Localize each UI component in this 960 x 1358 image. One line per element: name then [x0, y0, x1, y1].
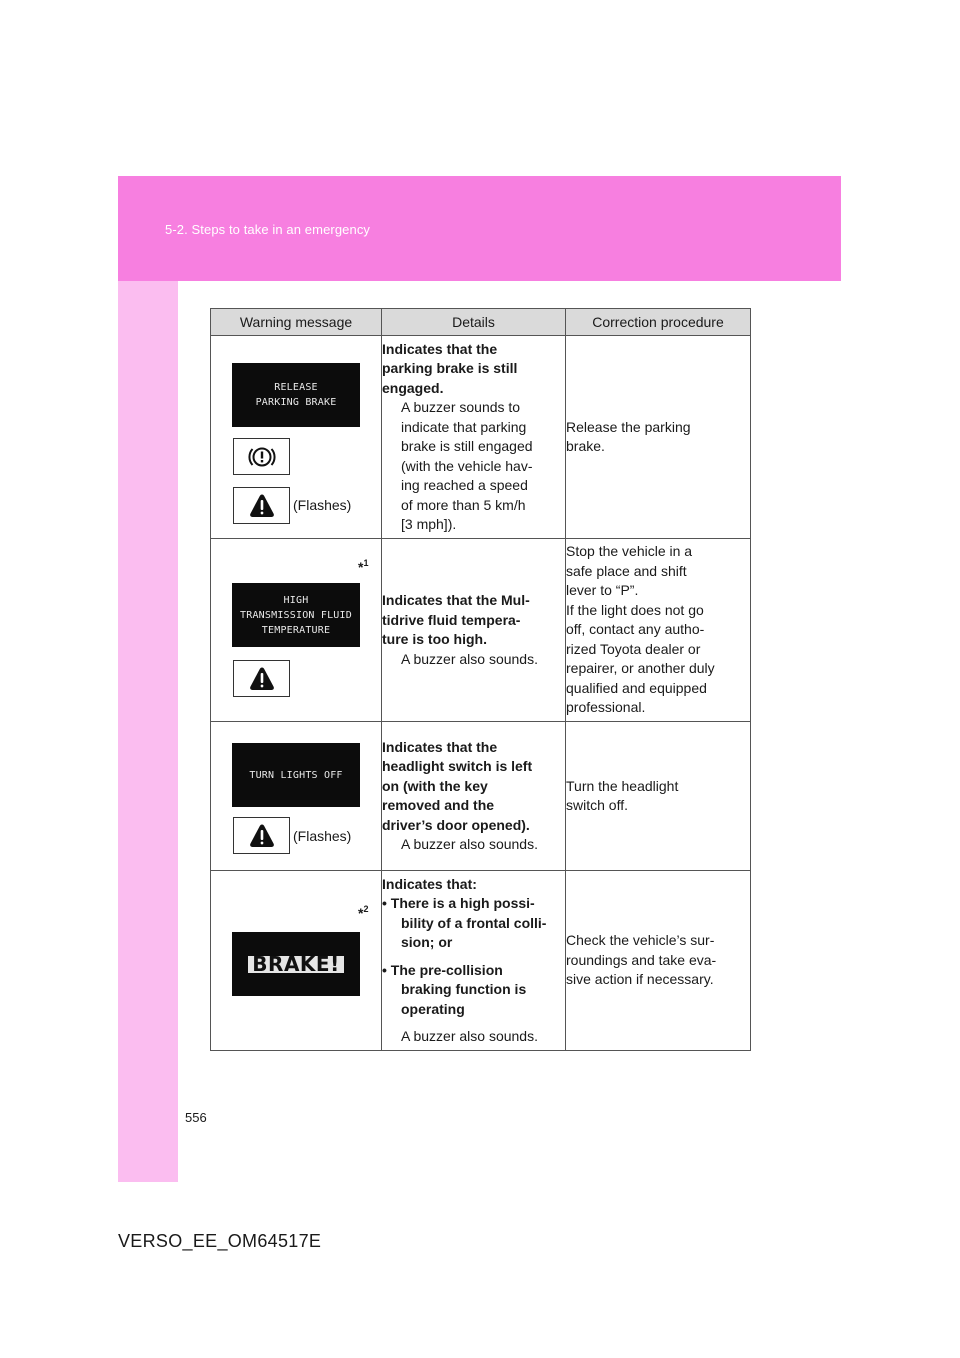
- table-header-row: [211, 309, 751, 336]
- details-heading-line: removed and the: [382, 797, 495, 813]
- warning-message-cell: [211, 336, 382, 539]
- details-line: of more than 5 km/h: [401, 496, 526, 513]
- correction-line: professional.: [566, 699, 646, 716]
- footnote-star: *: [358, 559, 364, 575]
- multi-info-display: [232, 363, 360, 427]
- details-heading-line: tidrive fluid tempera-: [382, 611, 521, 628]
- correction-line: rized Toyota dealer or: [566, 640, 701, 657]
- details-line: A buzzer also sounds.: [401, 836, 538, 852]
- footnote-marker: [358, 905, 368, 921]
- multi-info-display: [232, 932, 360, 996]
- master-warning-icon: [233, 817, 290, 854]
- master-warning-icon: [233, 660, 290, 697]
- details-line: [3 mph]).: [401, 516, 457, 532]
- flashes-label: (Flashes): [293, 828, 352, 844]
- flashes-label: (Flashes): [293, 497, 352, 513]
- footnote-marker: [358, 559, 368, 575]
- correction-line: If the light does not go: [566, 601, 704, 618]
- correction-line: sive action if necessary.: [566, 971, 714, 988]
- multi-info-display: [232, 583, 360, 647]
- correction-line: switch off.: [566, 797, 628, 813]
- multi-info-display: [232, 743, 360, 807]
- display-line: RELEASE: [274, 382, 318, 393]
- bullet-line: bility of a frontal colli-: [401, 914, 547, 931]
- details-line: A buzzer sounds to: [401, 399, 521, 415]
- details-line: brake is still engaged: [401, 438, 533, 454]
- correction-line: qualified and equipped: [566, 679, 707, 696]
- details-cell: [382, 871, 566, 1051]
- header-correction-procedure: Correction procedure: [566, 309, 751, 336]
- table-row: [211, 722, 751, 871]
- bullet-line: • The pre-collision: [382, 961, 503, 978]
- display-line: TRANSMISSION FLUID: [240, 609, 352, 621]
- page-number: 556: [185, 1110, 207, 1125]
- display-line: TEMPERATURE: [261, 624, 331, 636]
- details-heading-line: driver’s door opened).: [382, 816, 530, 833]
- details-heading-line: headlight switch is left: [382, 758, 533, 774]
- table-row: [211, 871, 751, 1051]
- bullet-line: • There is a high possi-: [382, 895, 535, 911]
- side-band: [118, 281, 178, 1182]
- details-heading-line: ture is too high.: [382, 631, 487, 647]
- details-cell: [382, 539, 566, 722]
- correction-cell: [566, 539, 751, 722]
- correction-line: off, contact any autho-: [566, 621, 705, 638]
- table-row: [211, 539, 751, 722]
- correction-cell: [566, 871, 751, 1051]
- master-warning-icon: [233, 487, 290, 524]
- warning-message-cell: [211, 722, 382, 871]
- display-line: HIGH: [283, 594, 309, 606]
- details-heading-line: Indicates that the Mul-: [382, 592, 530, 608]
- bullet-line: braking function is: [401, 981, 527, 997]
- header-warning-message: Warning message: [211, 309, 382, 336]
- warning-message-cell: [211, 539, 382, 722]
- details-cell: [382, 336, 566, 539]
- details-heading: Indicates that:: [382, 875, 477, 892]
- footnote-number: 2: [363, 904, 369, 914]
- footnote-number: 1: [363, 558, 369, 568]
- table-row: [211, 336, 751, 539]
- correction-line: Check the vehicle’s sur-: [566, 932, 715, 949]
- details-heading-line: Indicates that the: [382, 738, 498, 755]
- details-line: indicate that parking: [401, 418, 527, 435]
- brake-display-text: BRAKE!: [248, 956, 343, 973]
- correction-line: repairer, or another duly: [566, 660, 715, 677]
- display-line: PARKING BRAKE: [255, 397, 337, 408]
- section-title: 5-2. Steps to take in an emergency: [165, 222, 371, 237]
- correction-line: Stop the vehicle in a: [566, 543, 693, 560]
- details-line: ing reached a speed: [401, 477, 528, 493]
- details-cell: [382, 722, 566, 871]
- details-heading: Indicates that the parking brake is still engaged.: [382, 340, 518, 396]
- details-line: A buzzer also sounds.: [401, 1028, 538, 1044]
- bullet-line: sion; or: [401, 934, 453, 950]
- correction-cell: [566, 336, 751, 539]
- warning-message-cell: [211, 871, 382, 1051]
- correction-cell: [566, 722, 751, 871]
- brake-warning-icon: [233, 438, 290, 475]
- correction-line: Turn the headlight: [566, 777, 679, 794]
- bullet-line: operating: [401, 1000, 465, 1017]
- details-line: A buzzer also sounds.: [401, 650, 538, 667]
- document-code: VERSO_EE_OM64517E: [118, 1231, 322, 1251]
- correction-line: brake.: [566, 438, 605, 454]
- details-heading-line: on (with the key: [382, 777, 488, 794]
- header-details: Details: [382, 309, 566, 336]
- details-line: (with the vehicle hav-: [401, 457, 533, 474]
- footnote-star: *: [358, 905, 364, 921]
- correction-line: lever to “P”.: [566, 582, 639, 599]
- correction-line: Release the parking: [566, 418, 691, 435]
- display-line: TURN LIGHTS OFF: [249, 769, 343, 781]
- warning-table: [210, 308, 751, 1051]
- correction-line: roundings and take eva-: [566, 951, 717, 968]
- correction-line: safe place and shift: [566, 562, 687, 579]
